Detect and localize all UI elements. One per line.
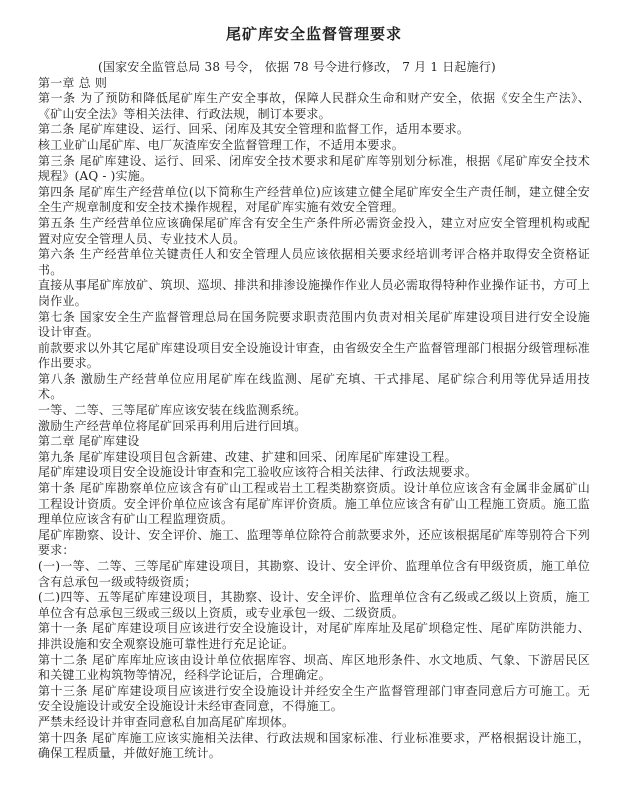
paragraph: 直接从事尾矿库放矿、筑坝、巡坝、排洪和排渗设施操作作业人员必需取得特种作业操作证书，方可上岗作业。 bbox=[38, 278, 590, 308]
paragraph: 第六条 生产经营单位关键责任人和安全管理人员应该依据相关要求经培训考评合格并取得安全资格证书。 bbox=[38, 247, 590, 277]
paragraph: 第十二条 尾矿库库址应该由设计单位依据库容、坝高、库区地形条件、水文地质、气象、下游居民区和关键工业构筑物等情况，经科学论证后，合理确定。 bbox=[38, 652, 590, 683]
paragraph: 第十四条 尾矿库施工应该实施相关法律、行政法规和国家标准、行业标准要求，严格根据设计施工，确保工程质量，并做好施工统计。 bbox=[38, 730, 590, 761]
paragraph: 严禁未经设计并审查同意私自加高尾矿库坝体。 bbox=[38, 714, 295, 729]
document-title: 尾矿库安全监督管理要求 bbox=[225, 25, 402, 43]
chapter-heading: 第二章 尾矿库建设 bbox=[38, 434, 140, 449]
paragraph: 第四条 尾矿库生产经营单位(以下简称生产经营单位)应该建立健全尾矿库安全生产责任制，建立健全安全生产规章制度和安全技术操作规程，对尾矿库实施有效安全管理。 bbox=[38, 184, 590, 215]
document-body bbox=[38, 76, 590, 762]
paragraph: 核工业矿山尾矿库、电厂灰渣库安全监督管理工作，不适用本要求。 bbox=[38, 137, 405, 152]
paragraph: 第八条 激励生产经营单位应用尾矿库在线监测、尾矿充填、干式排尾、尾矿综合利用等优异适用技术。 bbox=[38, 371, 590, 402]
paragraph: 第三条 尾矿库建设、运行、回采、闭库安全技术要求和尾矿库等别划分标准，根据《尾矿库安全技术规程》(AQ - )实施。 bbox=[38, 153, 590, 184]
paragraph: 第五条 生产经营单位应该确保尾矿库含有安全生产条件所必需资金投入，建立对应安全管理机构或配置对应安全管理人员、专业技术人员。 bbox=[38, 215, 590, 246]
paragraph: 第十条 尾矿库勘察单位应该含有矿山工程或岩土工程类勘察资质。设计单位应该含有金属非金属矿山工程设计资质。安全评价单位应该含有尾矿库评价资质。施工单位应该含有矿山工程施工资质。施工监理单位应该含有矿山工程监理资质。 bbox=[38, 481, 590, 527]
paragraph: 第九条 尾矿库建设项目包含新建、改建、扩建和回采、闭库尾矿库建设工程。 bbox=[38, 449, 457, 464]
paragraph: 第一条 为了预防和降低尾矿库生产安全事故，保障人民群众生命和财产安全，依据《安全生产法》、《矿山安全法》等相关法律、行政法规，制订本要求。 bbox=[38, 91, 590, 121]
paragraph: 激励生产经营单位将尾矿回采再利用后进行回填。 bbox=[38, 418, 307, 433]
paragraph: 前款要求以外其它尾矿库建设项目安全设施设计审查，由省级安全生产监督管理部门根据分级管理标准作出要求。 bbox=[38, 340, 590, 371]
paragraph: (二)四等、五等尾矿库建设项目，其勘察、设计、安全评价、监理单位含有乙级或乙级以上资质，施工单位含有总承包三级或三级以上资质，或专业承包一级、二级资质。 bbox=[38, 590, 590, 620]
paragraph: 尾矿库勘察、设计、安全评价、施工、监理等单位除符合前款要求外，还应该根据尾矿库等别符合下列要求： bbox=[38, 527, 590, 558]
paragraph: 第二条 尾矿库建设、运行、回采、闭库及其安全管理和监督工作，适用本要求。 bbox=[38, 122, 470, 137]
paragraph: 第七条 国家安全生产监督管理总局在国务院要求职责范围内负责对相关尾矿库建设项目进行安全设施设计审查。 bbox=[38, 309, 590, 340]
paragraph: (一)一等、二等、三等尾矿库建设项目，其勘察、设计、安全评价、监理单位含有甲级资质，施工单位含有总承包一级或特级资质； bbox=[38, 559, 590, 589]
paragraph: 第十一条 尾矿库建设项目应该进行安全设施设计，对尾矿库库址及尾矿坝稳定性、尾矿库防洪能力、排洪设施和安全观察设施可靠性进行充足论证。 bbox=[38, 621, 590, 651]
chapter-heading: 第一章 总 则 bbox=[38, 75, 108, 90]
document-subtitle: (国家安全监管总局 38 号令， 依据 78 号令进行修改， 7 月 1 日起施行) bbox=[98, 60, 496, 74]
paragraph: 一等、二等、三等尾矿库应该安装在线监测系统。 bbox=[38, 403, 307, 418]
paragraph: 尾矿库建设项目安全设施设计审查和完工验收应该符合相关法律、行政法规要求。 bbox=[38, 465, 478, 480]
paragraph: 第十三条 尾矿库建设项目应该进行安全设施设计并经安全生产监督管理部门审查同意后方可施工。无安全设施设计或安全设施设计未经审查同意，不得施工。 bbox=[38, 683, 590, 714]
